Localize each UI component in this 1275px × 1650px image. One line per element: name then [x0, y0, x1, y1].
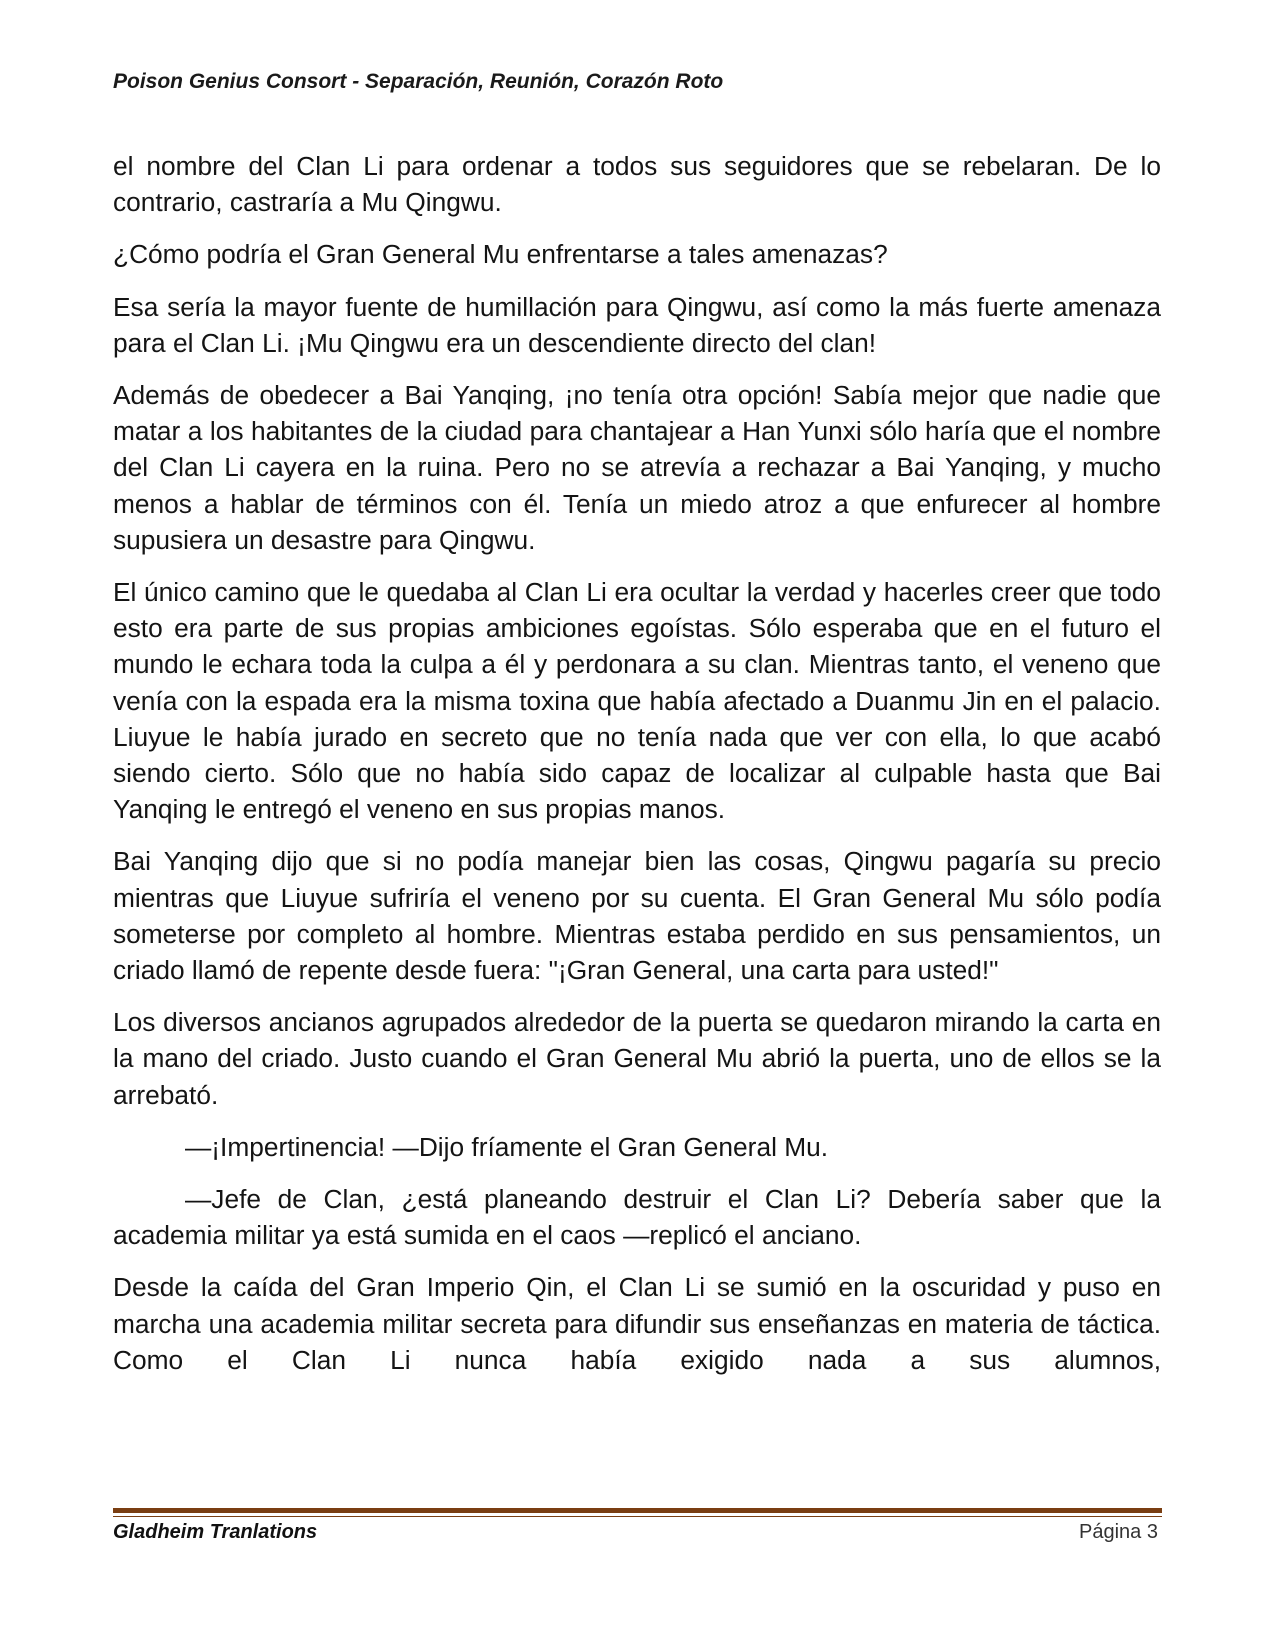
chapter-title: Separación, Reunión, Corazón Roto — [365, 70, 724, 93]
paragraph-4: Además de obedecer a Bai Yanqing, ¡no tenía otra opción! Sabía mejor que nadie que matar a los habitantes de la ciudad para chantajear a Han Yunxi sólo haría que el nombre del Clan Li cayera en la ruina. Pero no se atrevía a rechazar a Bai Yanqing, y mucho menos a hablar de términos con él. Tenía un miedo atroz a que enfurecer al hombre supusiera un desastre para Qingwu. — [113, 380, 1161, 555]
dialogue-line-1: —¡Impertinencia! —Dijo fríamente el Gran General Mu. — [185, 1131, 829, 1162]
dialogue-line-2: —Jefe de Clan, ¿está planeando destruir el Clan Li? Debería saber que la academia militar ya está sumida en el caos —replicó el anciano. — [113, 1184, 1161, 1251]
paragraph-1: el nombre del Clan Li para ordenar a todos sus seguidores que se rebelaran. De lo contrario, castraría a Mu Qingwu. — [113, 151, 1161, 218]
series-title: Poison Genius Consort — [113, 70, 347, 93]
footer-rule-thick — [113, 1508, 1162, 1513]
paragraph-2: ¿Cómo podría el Gran General Mu enfrentarse a tales amenazas? — [113, 239, 888, 270]
footer-rule-thin — [113, 1516, 1162, 1517]
paragraph-5: El único camino que le quedaba al Clan Li era ocultar la verdad y hacerles creer que todo esto era parte de sus propias ambiciones egoístas. Sólo esperaba que en el futuro el mundo le echara toda la culpa a él y perdonara a su clan. Mientras tanto, el veneno que venía con la espada era la misma toxina que había afectado a Duanmu Jin en el palacio. Liuyue le había jurado en secreto que no tenía nada que ver con ella, lo que acabó siendo cierto. Sólo que no había sido capaz de localizar al culpable hasta que Bai Yanqing le entregó el veneno en sus propias manos. — [113, 577, 1161, 825]
title-separator: - — [346, 70, 366, 93]
body-text — [113, 148, 1161, 1394]
paragraph-3: Esa sería la mayor fuente de humillación para Qingwu, así como la más fuerte amenaza para el Clan Li. ¡Mu Qingwu era un descendiente directo del clan! — [113, 291, 1161, 358]
page-number: Página 3 — [1079, 1521, 1158, 1543]
footer-divider — [113, 1508, 1162, 1517]
publisher-name: Gladheim Tranlations — [113, 1521, 318, 1543]
page-header — [113, 70, 723, 94]
paragraph-10: Desde la caída del Gran Imperio Qin, el Clan Li se sumió en la oscuridad y puso en marcha una academia militar secreta para difundir sus enseñanzas en materia de táctica. Como el Clan Li nunca había exigido nada a sus alumnos, — [113, 1272, 1161, 1375]
paragraph-7: Los diversos ancianos agrupados alrededor de la puerta se quedaron mirando la carta en la mano del criado. Justo cuando el Gran General Mu abrió la puerta, uno de ellos se la arrebató. — [113, 1007, 1161, 1110]
paragraph-6: Bai Yanqing dijo que si no podía manejar bien las cosas, Qingwu pagaría su precio mientras que Liuyue sufriría el veneno por su cuenta. El Gran General Mu sólo podía someterse por completo al hombre. Mientras estaba perdido en sus pensamientos, un criado llamó de repente desde fuera: "¡Gran General, una carta para usted!" — [113, 846, 1161, 986]
